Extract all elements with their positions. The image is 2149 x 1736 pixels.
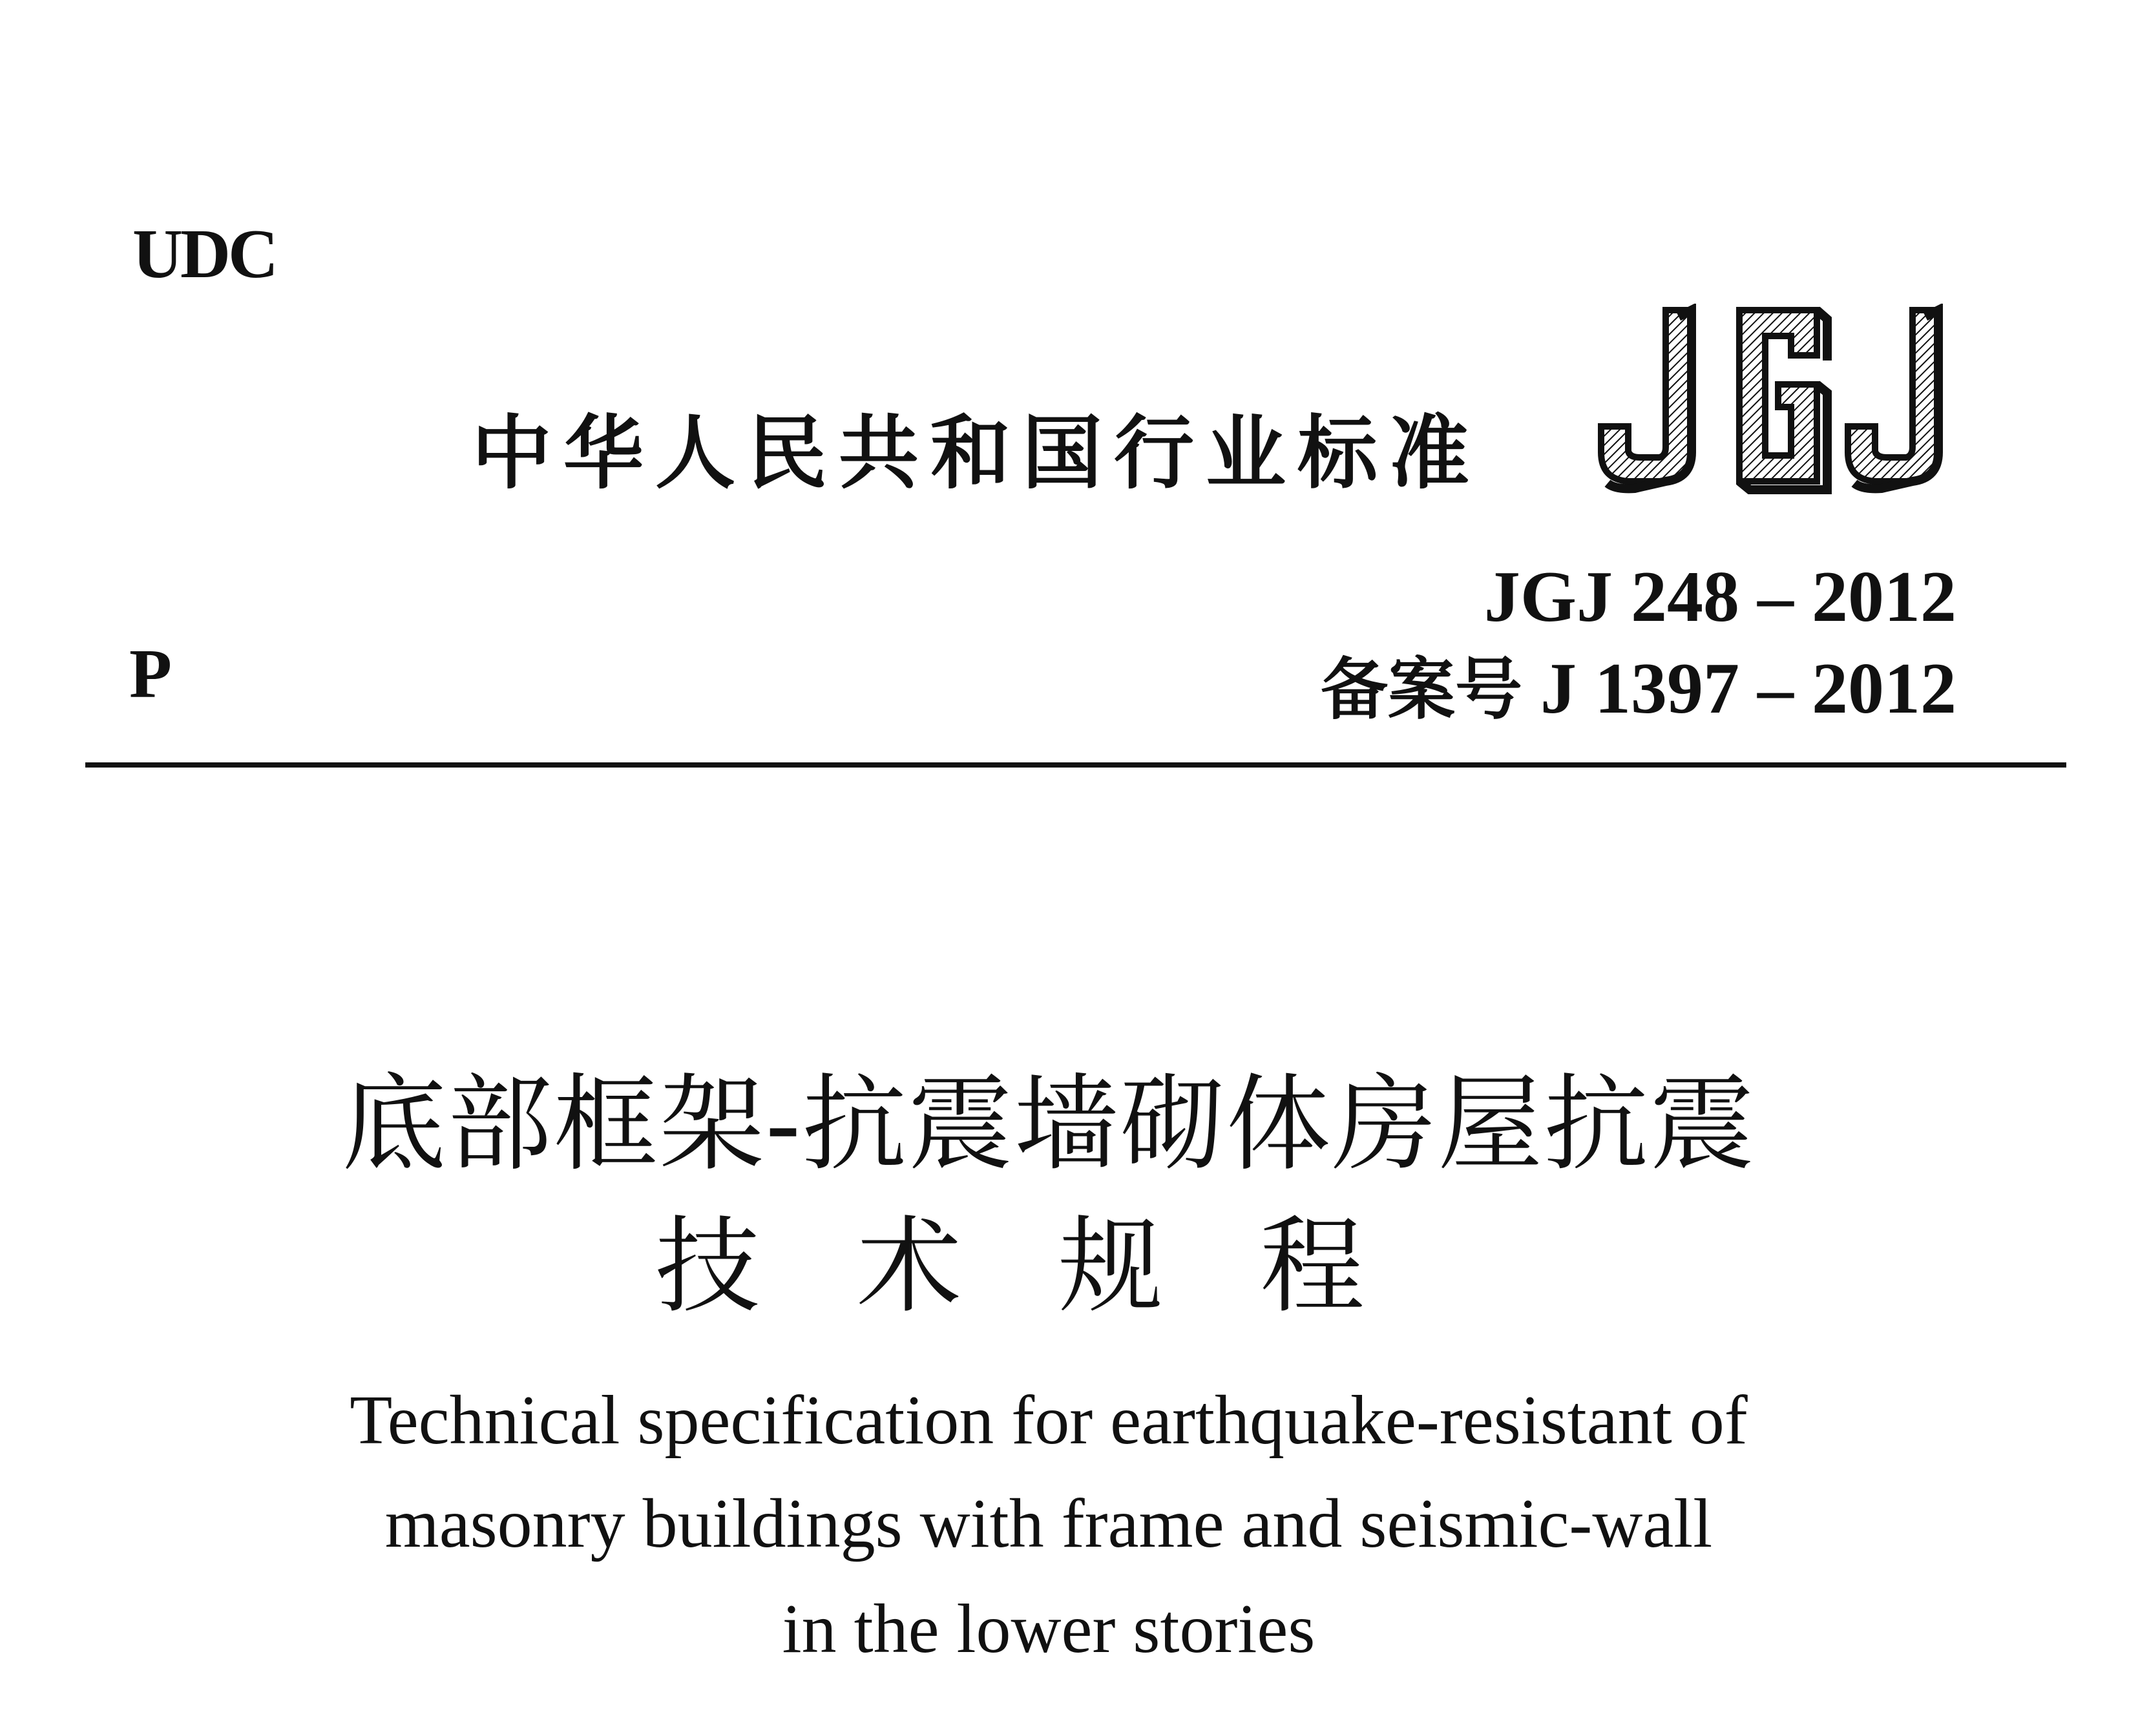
header-divider [85,762,2066,768]
logo-letter-j-left [1601,310,1692,488]
record-number-value: J 1397 – 2012 [1540,649,1956,729]
title-chinese-line-2: 技术规程 [655,1206,1462,1328]
standard-type-heading: 中华人民共和国行业标准 [472,407,1482,500]
title-chinese-line-1: 底部框架-抗震墙砌体房屋抗震 [341,1064,1756,1186]
title-english-line-3: in the lower stories [782,1591,1316,1668]
record-number-line [1320,649,1956,729]
category-label: P [129,636,172,713]
jgj-logo [1589,304,1964,497]
logo-letter-g [1739,310,1827,490]
udc-label: UDC [132,216,276,293]
title-english-line-1: Technical specification for earthquake-resistant of [350,1382,1748,1459]
logo-letter-j-right [1848,310,1938,488]
record-number-label: 备案号 [1320,650,1522,729]
standard-number: JGJ 248 – 2012 [1483,557,1956,637]
title-english-line-2: masonry buildings with frame and seismic-wall [384,1485,1713,1562]
